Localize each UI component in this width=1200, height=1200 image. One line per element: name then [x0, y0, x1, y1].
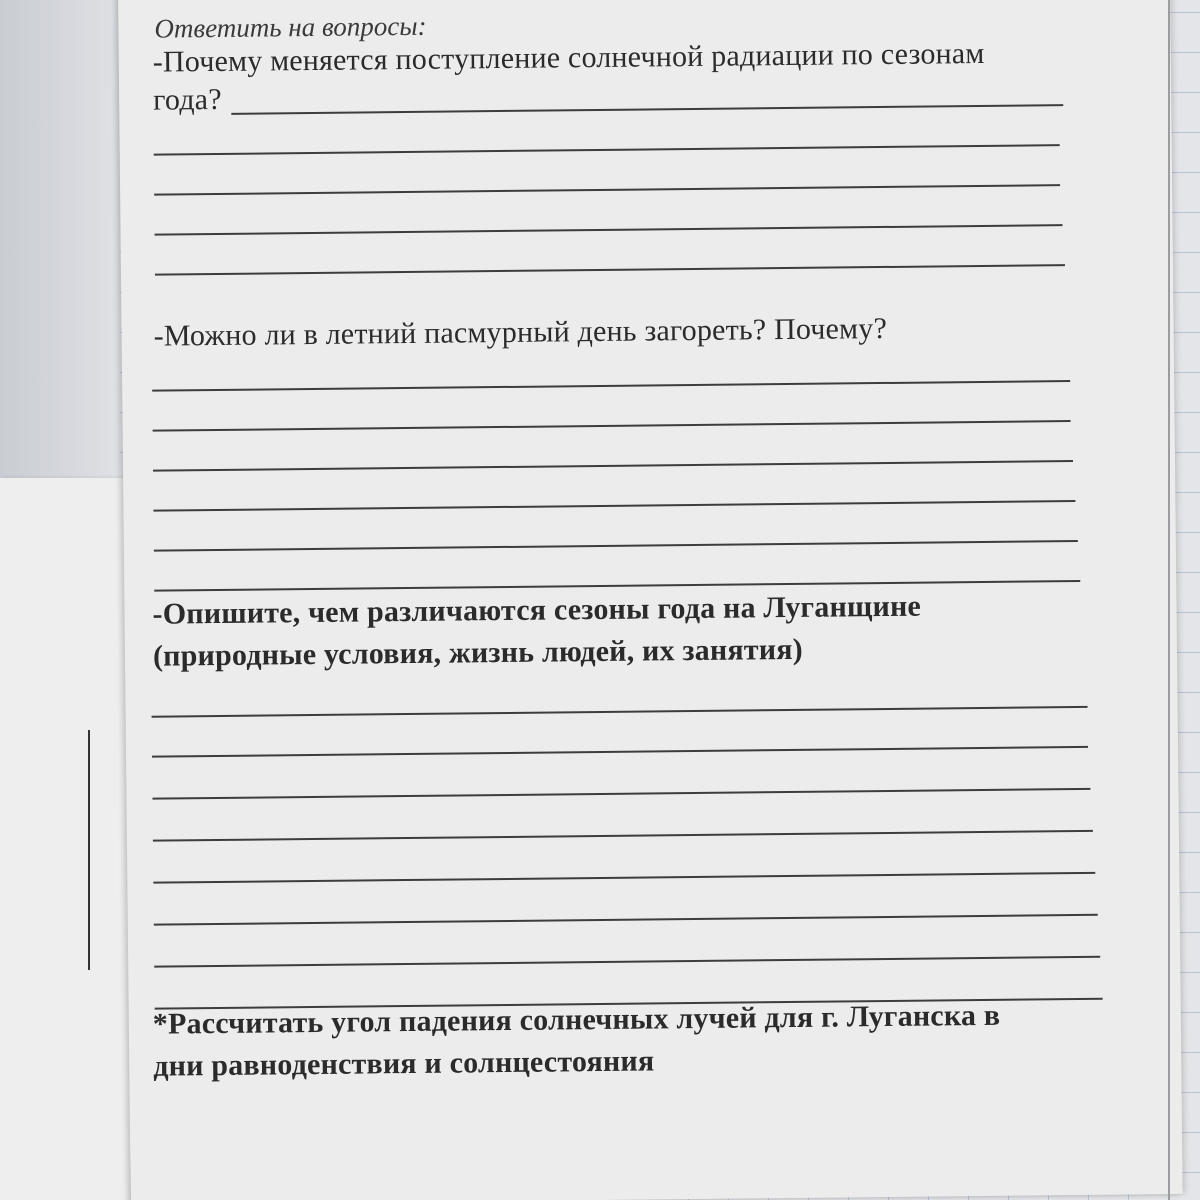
question-1-line-1: -Почему меняется поступление солнечной радиации по сезонам — [152, 36, 985, 79]
answer-line[interactable] — [154, 580, 1080, 591]
answer-line[interactable] — [153, 420, 1071, 431]
answer-line[interactable] — [154, 956, 1100, 967]
answer-line[interactable] — [153, 500, 1075, 511]
question-1-line-2: года? — [152, 82, 222, 117]
answer-line[interactable] — [154, 914, 1098, 925]
answer-line[interactable] — [153, 830, 1093, 841]
sheet-right-edge — [1168, 0, 1170, 1200]
strip-margin-line — [88, 730, 90, 970]
worksheet — [118, 0, 1183, 1200]
question-3-line-2: (природные условия, жизнь людей, их занятия) — [152, 632, 804, 673]
answer-line[interactable] — [154, 184, 1060, 195]
task-line-1: *Рассчитать угол падения солнечных лучей для г. Луганска в — [152, 998, 1001, 1041]
answer-line[interactable] — [153, 872, 1095, 883]
answer-line[interactable] — [152, 746, 1088, 757]
answer-line[interactable] — [152, 380, 1070, 391]
answer-line[interactable] — [155, 224, 1063, 235]
task-line-2: дни равноденствия и солнцестояния — [153, 1044, 655, 1083]
answer-line[interactable] — [152, 788, 1090, 799]
answer-line[interactable] — [231, 104, 1063, 114]
worksheet-heading: Ответить на вопросы: — [154, 10, 427, 44]
answer-line[interactable] — [152, 706, 1088, 717]
answer-line[interactable] — [153, 460, 1073, 471]
answer-line[interactable] — [154, 540, 1078, 551]
question-3-line-1: -Опишите, чем различаются сезоны года на Луганщине — [152, 589, 922, 631]
answer-line[interactable] — [154, 144, 1060, 155]
answer-line[interactable] — [155, 264, 1065, 275]
paper-strip — [0, 478, 130, 1200]
question-2: -Можно ли в летний пасмурный день загореть? Почему? — [153, 311, 888, 353]
